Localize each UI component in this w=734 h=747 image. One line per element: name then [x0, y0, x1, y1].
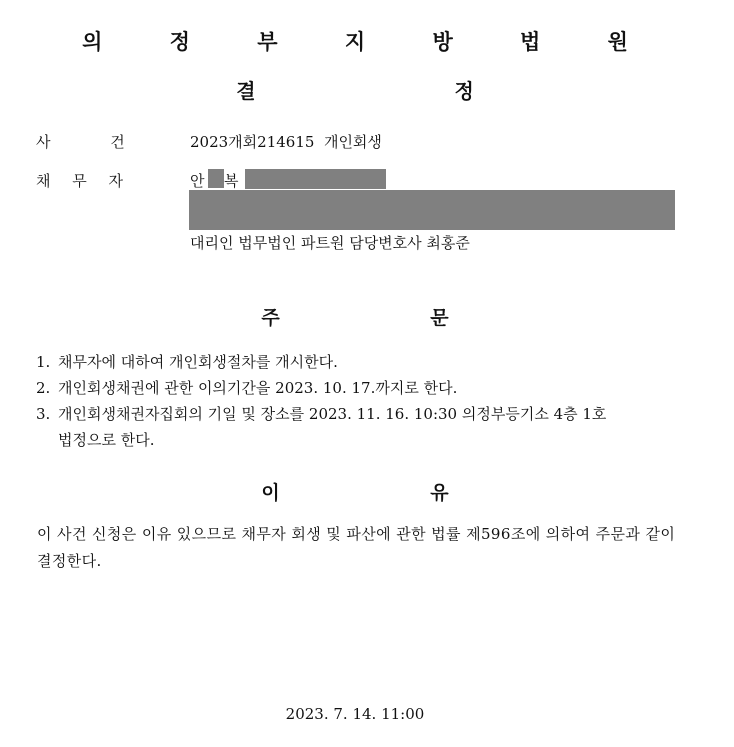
order-item-continuation: 법정으로 한다.	[58, 431, 155, 449]
order-heading: 주 문	[261, 307, 521, 329]
decision-date: 2023. 7. 14. 11:00	[285, 705, 425, 723]
case-number: 2023개회214615 개인회생	[190, 133, 382, 151]
debtor-name-first: 안	[190, 172, 205, 190]
order-item-number: 1.	[36, 353, 51, 371]
debtor-name-last: 복	[224, 172, 239, 190]
court-name: 의 정 부 지 방 법 원	[82, 30, 658, 54]
order-item-text: 채무자에 대하여 개인회생절차를 개시한다.	[58, 353, 338, 371]
order-item-text: 개인회생채권자집회의 기일 및 장소를 2023. 11. 16. 10:30 의정부등기소 4층 1호	[58, 405, 607, 423]
order-item	[36, 377, 457, 398]
order-item-number: 2.	[36, 379, 51, 397]
redaction-block	[208, 169, 224, 188]
debtor-label: 채 무 자	[36, 172, 124, 190]
order-item	[36, 403, 606, 424]
order-item-number: 3.	[36, 405, 51, 423]
reason-heading: 이 유	[261, 482, 521, 504]
document-type-title: 결 정	[236, 79, 570, 103]
reason-text: 이 사건 신청은 이유 있으므로 채무자 회생 및 파산에 관한 법률 제596조에 의하여 주문과 같이 결정한다.	[37, 525, 676, 570]
redaction-block	[245, 169, 386, 189]
case-label: 사 건	[36, 133, 125, 151]
order-item	[36, 351, 338, 372]
agent-info: 대리인 법무법인 파트원 담당변호사 최홍준	[190, 234, 470, 252]
redaction-block	[189, 190, 675, 230]
order-item-text: 개인회생채권에 관한 이의기간을 2023. 10. 17.까지로 한다.	[58, 379, 458, 397]
